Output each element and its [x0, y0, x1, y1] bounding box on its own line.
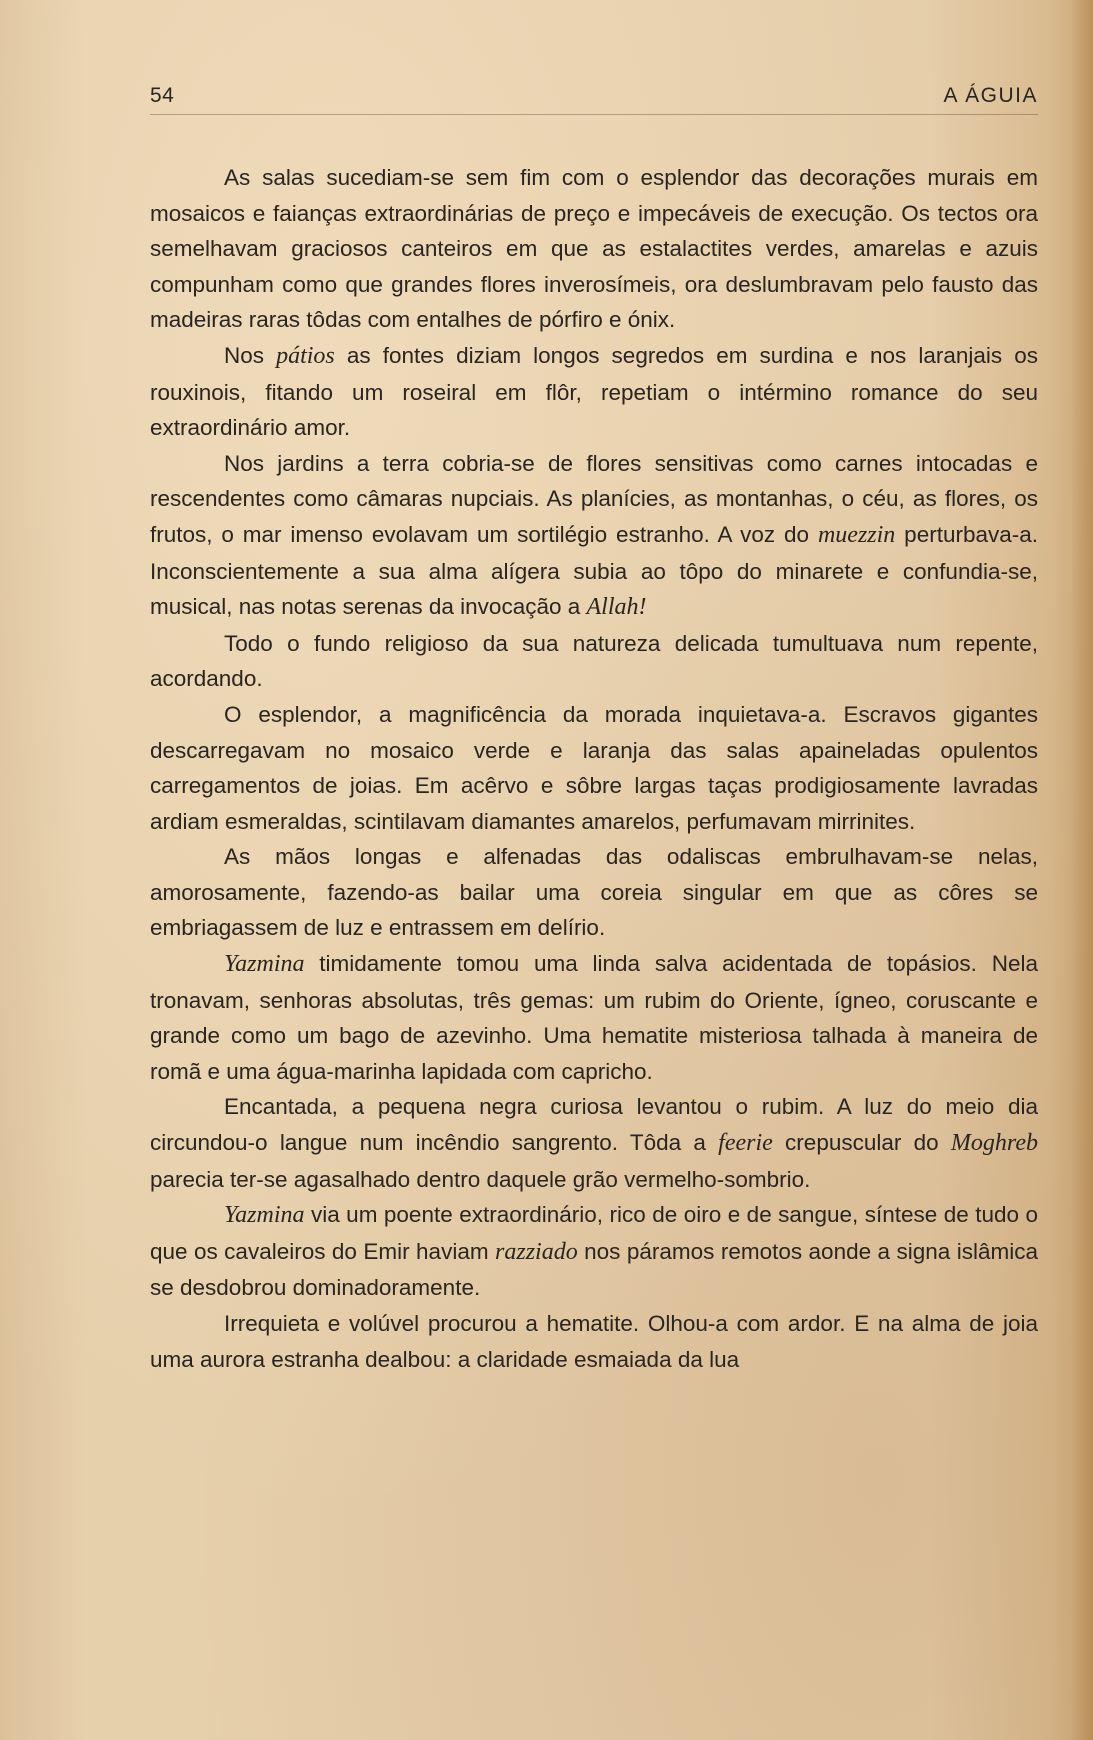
text-run: Todo o fundo religioso da sua natureza delicada tumultuava num repente, acordando. — [150, 630, 1038, 692]
body-text — [150, 160, 1038, 1377]
text-run: As salas sucediam-se sem fim com o esplendor das decorações murais em mosaicos e faianças extraordinárias de preço e impecáveis de execução. Os tectos ora semelhavam graciosos canteiros em que as estalactites verdes, amarelas e azuis compunham como que grandes flores inverosímeis, ora deslumbravam pelo fausto das madeiras raras tôdas com entalhes de pórfiro e ónix. — [150, 165, 1038, 333]
paragraph — [150, 1197, 1038, 1306]
paragraph — [150, 626, 1038, 697]
italic-text: razziado — [495, 1238, 578, 1265]
italic-text: Moghreb — [950, 1130, 1038, 1157]
paragraph — [150, 697, 1038, 839]
text-run: As mãos longas e alfenadas das odaliscas embrulhavam-se nelas, amorosamente, fazendo-as bailar uma coreia singular em que as côres se embriagassem de luz e entrassem em delírio. — [150, 844, 1038, 941]
text-run: Nos — [224, 342, 277, 368]
running-head — [150, 84, 1038, 114]
paragraph — [150, 946, 1038, 1089]
text-run: O esplendor, a magnificência da morada inquietava-a. Escravos gigantes descarregavam no mosaico verde e laranja das salas apaineladas opulentos carregamentos de joias. Em acêrvo e sôbre largas taças prodigiosamente lavradas ardiam esmeraldas, scintilavam diamantes amarelos, perfumavam mirrinites. — [150, 701, 1038, 834]
text-run: via um poente extraordinário, rico de oiro e de sangue, síntese de tudo o que os cavaleiros do Emir haviam — [150, 1202, 1038, 1264]
italic-text: feerie — [718, 1130, 773, 1157]
text-run: crepuscular do — [772, 1130, 951, 1156]
page-number: 54 — [150, 84, 175, 107]
journal-title: A ÁGUIA — [943, 84, 1038, 107]
text-run: Nos jardins a terra cobria-se de flores sensitivas como carnes intocadas e rescendentes como câmaras nupciais. As planícies, as montanhas, o céu, as flores, os frutos, o mar imenso evolavam um sortilégio estranho. A voz do — [150, 450, 1038, 547]
italic-text: Yazmina — [224, 951, 305, 978]
page-edge-shading — [1071, 0, 1093, 1740]
text-run: Irrequieta e volúvel procurou a hematite. Olhou-a com ardor. E na alma de joia uma aurora estranha dealbou: a claridade esmaiada da lua — [150, 1311, 1038, 1372]
header-rule — [150, 114, 1038, 115]
italic-text: muezzin — [817, 521, 896, 548]
italic-text: Yazmina — [224, 1202, 305, 1229]
italic-text: Allah! — [586, 594, 647, 621]
text-run: perturbava-a. Inconscientemente a sua alma alígera subia ao tôpo do minarete e confundia-se, musical, nas notas serenas da invocação a — [150, 521, 1038, 620]
text-run: parecia ter-se agasalhado dentro daquele grão vermelho-sombrio. — [150, 1166, 811, 1192]
italic-text: pátios — [276, 342, 335, 369]
paragraph — [150, 1306, 1038, 1377]
paragraph — [150, 1089, 1038, 1197]
text-run: nos páramos remotos aonde a signa islâmica se desdobrou dominadoramente. — [150, 1238, 1038, 1301]
paragraph — [150, 446, 1038, 626]
paragraph — [150, 160, 1038, 338]
text-run: Encantada, a pequena negra curiosa levantou o rubim. A luz do meio dia circundou-o langue num incêndio sangrento. Tôda a — [150, 1094, 1038, 1156]
paragraph — [150, 839, 1038, 946]
text-run: timidamente tomou uma linda salva acidentada de topásios. Nela tronavam, senhoras absolutas, três gemas: um rubim do Oriente, ígneo, coruscante e grande como um bago de azevinho. Uma hematite misteriosa talhada à maneira de romã e uma água-marinha lapidada com capricho. — [150, 951, 1038, 1084]
paragraph — [150, 338, 1038, 446]
text-run: as fontes diziam longos segredos em surdina e nos laranjais os rouxinois, fitando um roseiral em flôr, repetiam o intérmino romance do seu extraordinário amor. — [150, 342, 1038, 441]
